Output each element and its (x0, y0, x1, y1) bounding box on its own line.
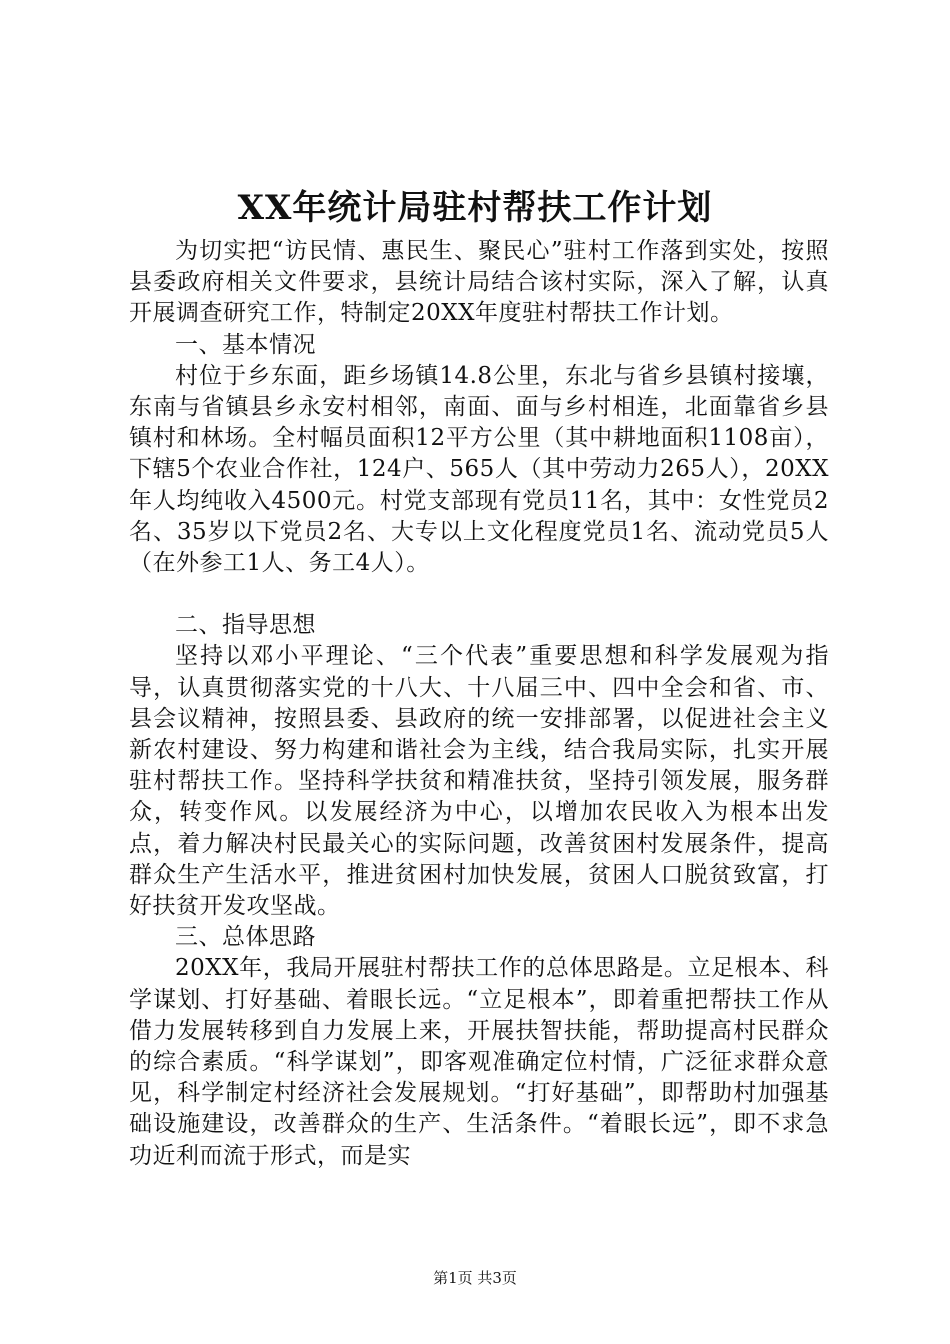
section-heading-basic: 一、基本情况 (175, 331, 316, 358)
section-heading-overall: 三、总体思路 (175, 924, 316, 951)
paragraph-gap (129, 579, 829, 610)
section-text-overall: 20XX年，我局开展驻村帮扶工作的总体思路是。立足根本、科学谋划、打好基础、着眼长远。“立足根本”，即着重把帮扶工作从借力发展转移到自力发展上来，开展扶智扶能，帮助提高村民群众的综合素质。“科学谋划”，即客观准确定位村情，广泛征求群众意见，科学制定村经济社会发展规划。“打好基础”，即帮助村加强基础设施建设，改善群众的生产、生活条件。“着眼长远”，即不求急功近利而流于形式，而是实 (129, 955, 829, 1169)
page-footer: 第1页 共3页 (433, 1269, 517, 1287)
section-heading-guidance: 二、指导思想 (175, 612, 316, 639)
intro-paragraph: 为切实把“访民情、惠民生、聚民心”驻村工作落到实处，按照县委政府相关文件要求，县统计局结合该村实际，深入了解，认真开展调查研究工作，特制定20XX年度驻村帮扶工作计划。 (129, 238, 829, 327)
document-title: XX年统计局驻村帮扶工作计划 (237, 188, 713, 228)
section-text-basic: 村位于乡东面，距乡场镇14.8公里，东北与省乡县镇村接壤，东南与省镇县乡永安村相邻，南面、面与乡村相连，北面靠省乡县镇村和林场。全村幅员面积12平方公里（其中耕地面积1108亩），下辖5个农业合作社，124户、565人（其中劳动力265人），20XX年人均纯收入4500元。村党支部现有党员11名，其中：女性党员2名、35岁以下党员2名、大专以上文化程度党员1名、流动党员5人（在外参工1人、务工4人）。 (129, 362, 829, 577)
section-text-guidance: 坚持以邓小平理论、“三个代表”重要思想和科学发展观为指导，认真贯彻落实党的十八大、十八届三中、四中全会和省、市、县会议精神，按照县委、县政府的统一安排部署，以促进社会主义新农村建设、努力构建和谐社会为主线，结合我局实际，扎实开展驻村帮扶工作。坚持科学扶贫和精准扶贫，坚持引领发展，服务群众，转变作风。以发展经济为中心，以增加农民收入为根本出发点，着力解决村民最关心的实际问题，改善贫困村发展条件，提高群众生产生活水平，推进贫困村加快发展，贫困人口脱贫致富，打好扶贫开发攻坚战。 (129, 643, 829, 920)
document-body (129, 236, 829, 1172)
